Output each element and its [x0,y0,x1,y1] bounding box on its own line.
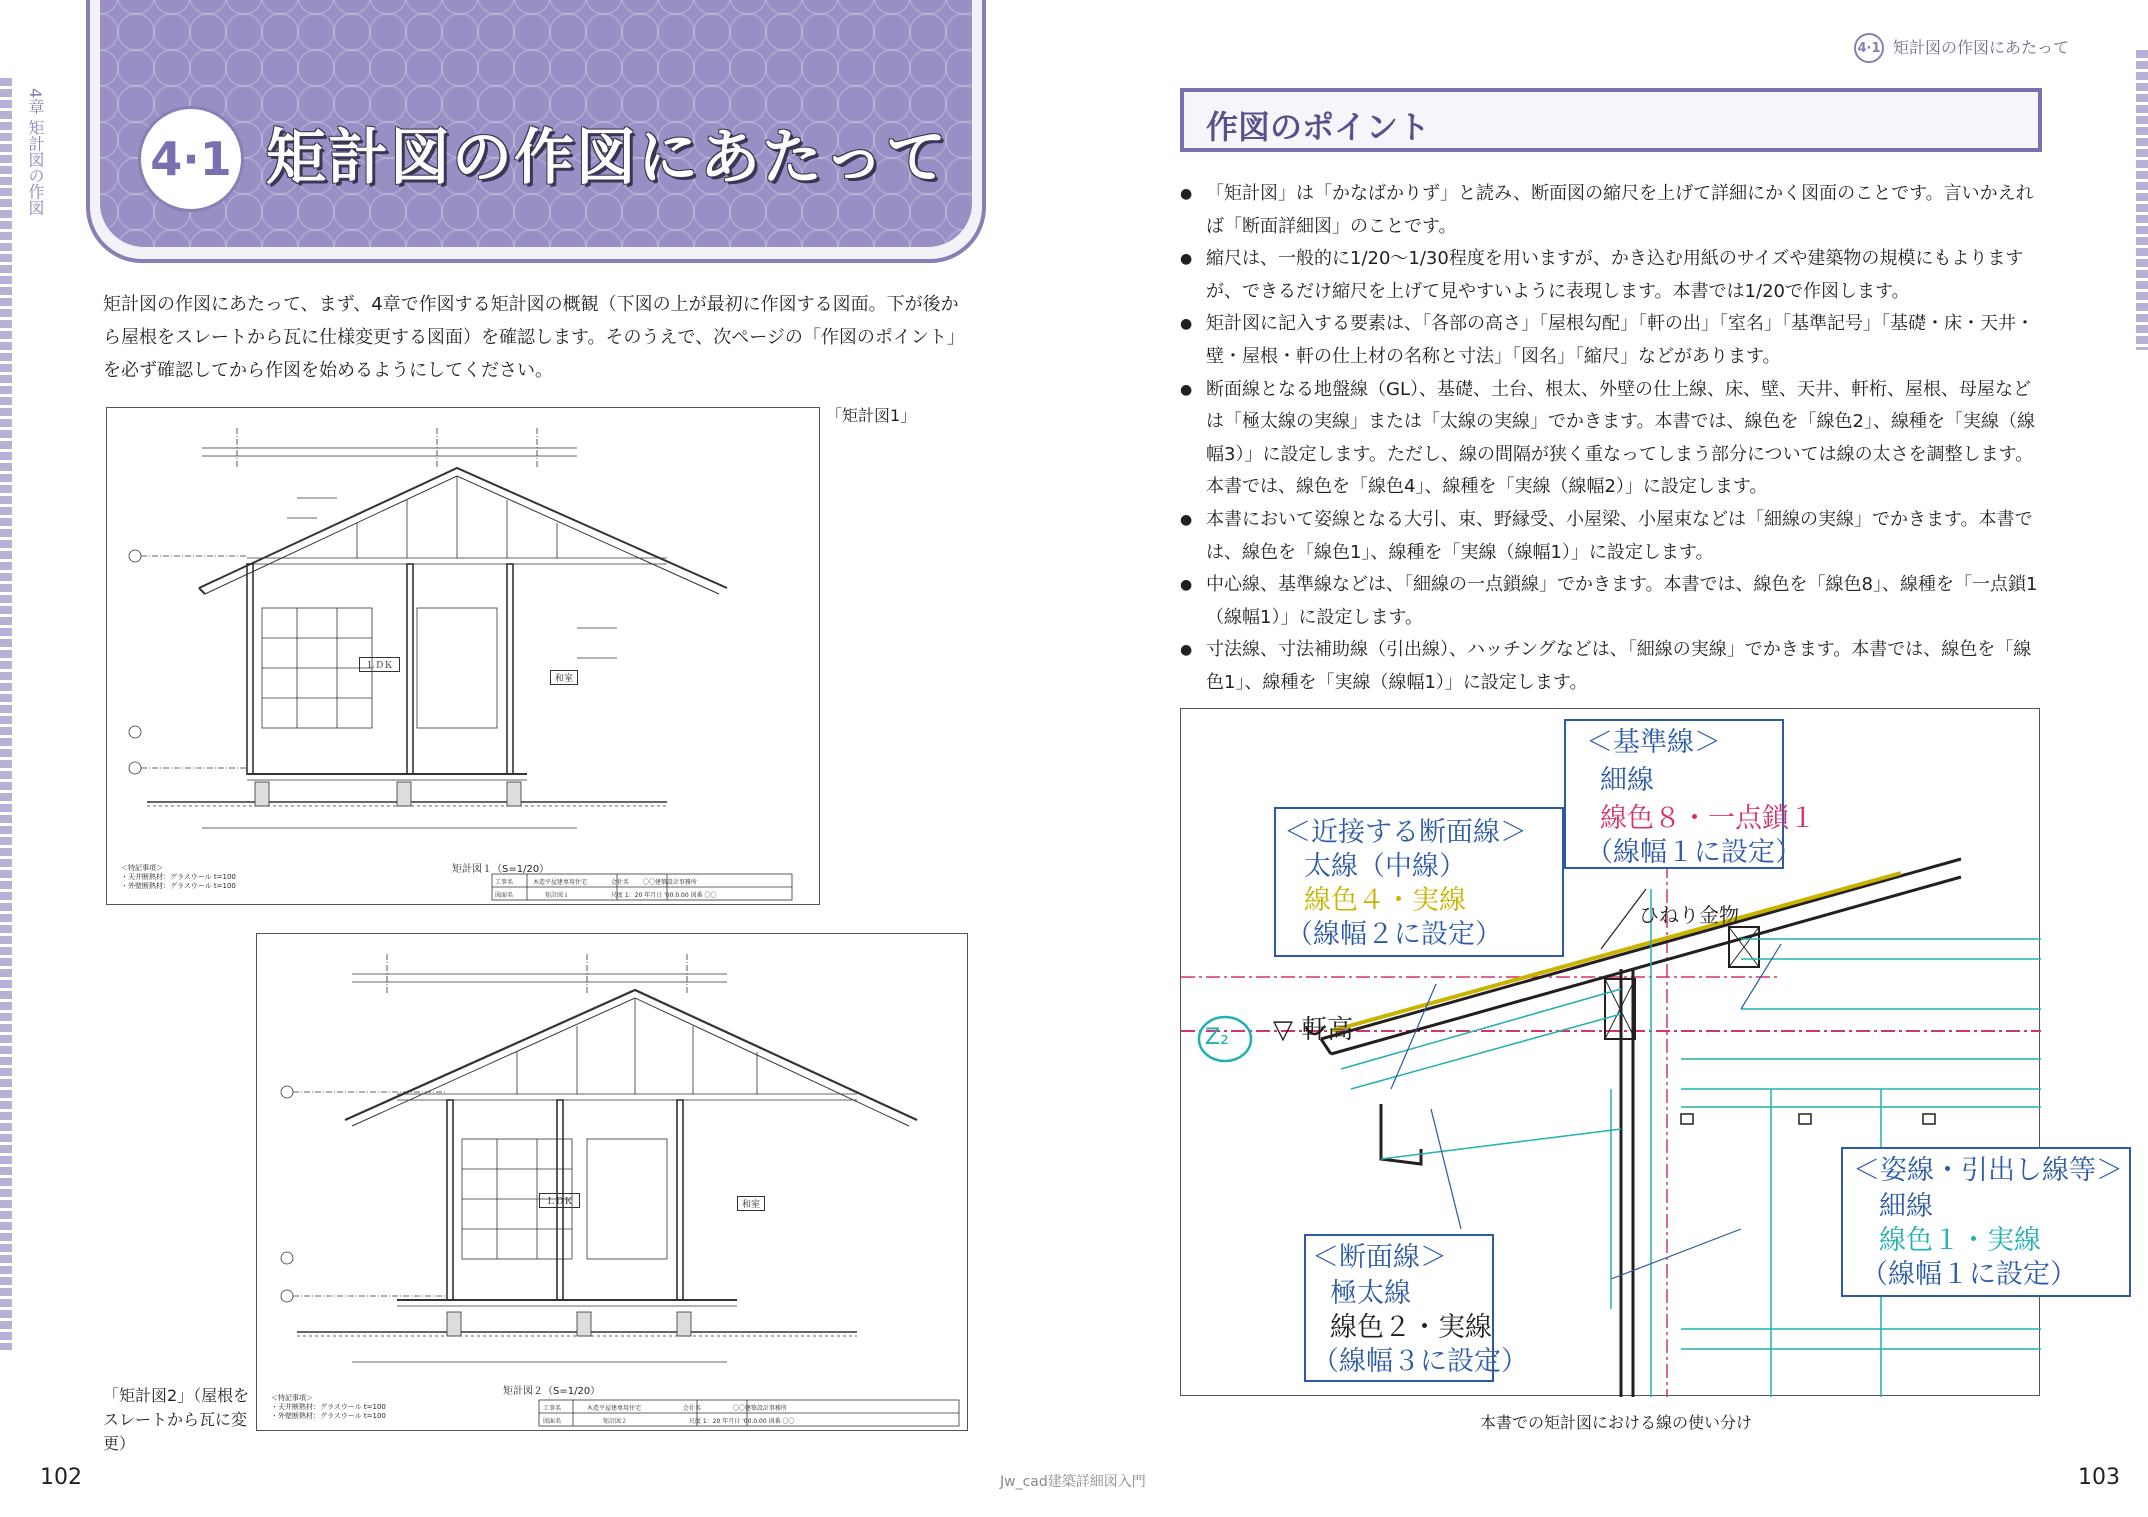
figure2-title-block [543,1402,957,1428]
intro-paragraph: 矩計図の作図にあたって、まず、4章で作図する矩計図の概観（下図の上が最初に作図する図面。下が後から屋根をスレートから瓦に仕様変更する図面）を確認します。そのうえで、次ページの「作図のポイント」を必ず確認してから作図を始めるようにしてください。 [103,294,965,381]
hineri-kanamono-label: ひねり金物 [1639,903,1739,927]
callout-line: （線幅１に設定） [1586,837,1802,868]
figure1-title-block [495,876,791,902]
tb-cell: 尺度 [688,1418,701,1425]
callout-line: （線幅１に設定） [1861,1259,2077,1290]
section-number: 4·1 [138,106,244,212]
note-line: ・天井断熱材：グラスウール t=100 [271,1403,386,1411]
tb-cell: 工事名 [495,879,514,886]
section-title: 矩計図の作図にあたって [266,123,948,193]
tb-cell: 木造平屋建専用住宅 [586,1405,641,1412]
tb-cell: 〇〇 [782,1418,795,1425]
points-heading: 作図のポイント [1206,108,1431,146]
figure1-notes [121,864,236,891]
callout-adjacent-section [1274,807,1564,957]
page-number-left: 102 [40,1465,82,1490]
point-item: ● 「矩計図」は「かなばかりず」と読み、断面図の縮尺を上げて詳細にかく図面のことです。言いかえれば「断面詳細図」のことです。 [1180,178,2048,243]
point-item: ● 断面線となる地盤線（GL）、基礎、土台、根太、外壁の仕上線、床、壁、天井、軒桁、屋根、母屋などは「極太線の実線」または「太線の実線」でかきます。本書では、線色を「線色2」、線種を「実線（線幅3）」に設定します。ただし、線の間隔が狭く重なってしまう部分については線の太さを調整します。本書では、線色を「線色4」、線種を「実線（線幅2）」に設定します。 [1180,374,2048,504]
tb-cell: 〇〇建築設計事務所 [642,879,697,886]
tb-cell: '00.0.00 [742,1418,767,1425]
note-line: ・外壁断熱材：グラスウール t=100 [271,1412,386,1420]
callout-line: 細線 [1879,1191,1933,1222]
callout-line: 極太線 [1330,1278,1411,1309]
callout-baseline [1564,719,1816,869]
tb-cell: 1：20 [624,892,643,899]
callout-appearance-line [1841,1147,2131,1297]
figure1-drawing [106,407,820,905]
figure2-caption: 「矩計図2」（屋根をスレートから瓦に変更） [103,1386,250,1453]
points-list [1180,178,2048,700]
point-item: ● 中心線、基準線などは、「細線の一点鎖線」でかきます。本書では、線色を「線色8」、線種を「一点鎖1（線幅1）」に設定します。 [1180,569,2048,634]
callout-line: 太線（中線） [1304,851,1466,882]
figure1-drawing-title: 矩計図１（S=1/20） [452,864,550,875]
callout-line-color: 線色８・一点鎖１ [1600,803,1816,834]
callout-title: ＜近接する断面線＞ [1284,817,1527,848]
point-item: ● 矩計図に記入する要素は、「各部の高さ」「屋根勾配」「軒の出」「室名」「基準記号」「基礎・床・天井・壁・屋根・軒の仕上材の名称と寸法」「図名」「縮尺」などがあります。 [1180,308,2048,373]
note-line: ＜特記事項＞ [271,1394,313,1402]
figure2-notes [271,1394,386,1421]
points-heading-box [1180,88,2042,152]
note-line: ＜特記事項＞ [121,864,163,872]
callout-line: （線幅２に設定） [1286,919,1502,950]
tb-cell: 工事名 [543,1405,562,1412]
figure2-drawing [256,933,968,1431]
callout-line: 細線 [1600,765,1654,796]
header-section-number: 4·1 [1854,33,1884,63]
figure2-drawing-title: 矩計図２（S=1/20） [503,1386,601,1397]
tb-cell: 図面名 [495,892,514,899]
tb-cell: 木造平屋建専用住宅 [532,879,587,886]
diagram-caption: 本書での矩計図における線の使い分け [1480,1413,1753,1432]
callout-title: ＜姿線・引出し線等＞ [1853,1155,2123,1186]
tb-cell: 矩計図１ [544,892,569,899]
tb-cell: 図面名 [543,1418,562,1425]
chapter-side-tab [0,78,12,1350]
callout-line-color: 線色２・実線 [1330,1312,1492,1343]
section-banner [86,0,986,263]
chapter-side-tab-right [2136,50,2148,350]
callout-title: ＜断面線＞ [1312,1242,1447,1273]
chapter-side-label: 4章 矩計図の作図 [26,88,45,216]
callout-line-color: 線色１・実線 [1879,1225,2041,1256]
level-marker-z2: Z₂ [1205,1025,1229,1050]
tb-cell: 1：20 [702,1418,721,1425]
line-usage-diagram [1180,708,2123,1396]
callout-title: ＜基準線＞ [1586,727,1721,758]
tb-cell: 尺度 [610,892,623,899]
tb-cell: '00.0.00 [664,892,689,899]
room-label-washitsu: 和室 [737,1196,765,1211]
callout-line-color: 線色４・実線 [1304,885,1466,916]
book-title-footer: Jw_cad建築詳細図入門 [1000,1474,1146,1490]
room-label-ldk: ＬＤＫ [359,657,400,672]
note-line: ・外壁断熱材：グラスウール t=100 [121,882,236,890]
tb-cell: 図番 [690,892,703,899]
point-item: ● 縮尺は、一般的に1/20～1/30程度を用いますが、かき込む用紙のサイズや建築物の規模にもよりますが、できるだけ縮尺を上げて見やすいように表現します。本書では1/20で作図します。 [1180,243,2048,308]
room-label-washitsu: 和室 [550,670,578,685]
tb-cell: 〇〇 [704,892,717,899]
figure1-caption: 「矩計図1」 [826,406,917,425]
callout-line: （線幅３に設定） [1312,1346,1528,1377]
tb-cell: 年月日 [644,892,663,899]
point-item: ● 本書において姿線となる大引、束、野縁受、小屋梁、小屋束などは「細線の実線」でかきます。本書では、線色を「線色1」、線種を「実線（線幅1）」に設定します。 [1180,504,2048,569]
point-item: ● 寸法線、寸法補助線（引出線）、ハッチングなどは、「細線の実線」でかきます。本書では、線色を「線色1」、線種を「実線（線幅1）」に設定します。 [1180,634,2048,699]
tb-cell: 会社名 [682,1405,701,1412]
tb-cell: 図番 [768,1418,781,1425]
tb-cell: 〇〇建築設計事務所 [732,1405,787,1412]
tb-cell: 矩計図２ [602,1418,627,1425]
eave-height-label: ▽ 軒高 [1273,1015,1354,1045]
callout-section-line [1304,1234,1528,1382]
page-number-right: 103 [2078,1465,2120,1490]
tb-cell: 年月日 [722,1418,741,1425]
room-label-ldk: ＬＤＫ [539,1193,580,1208]
header-section-title: 矩計図の作図にあたって [1893,38,2070,57]
tb-cell: 会社名 [610,879,629,886]
note-line: ・天井断熱材：グラスウール t=100 [121,873,236,881]
